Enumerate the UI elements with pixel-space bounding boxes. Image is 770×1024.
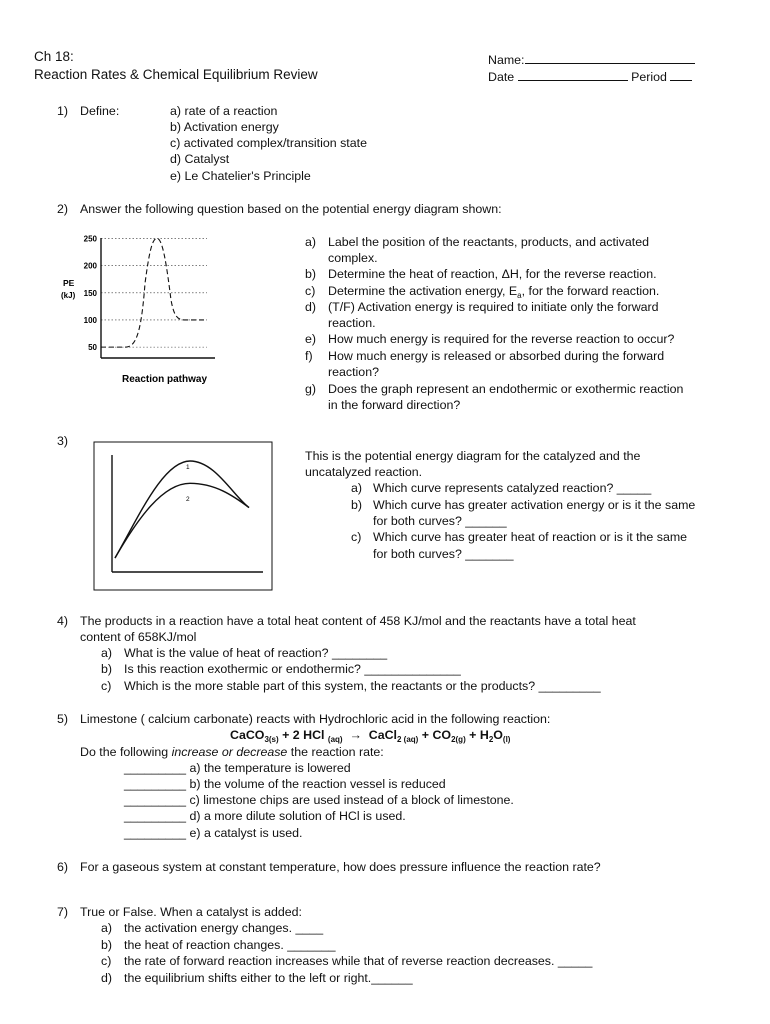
name-field (488, 51, 695, 68)
q4-text: content of 658KJ/mol (80, 630, 197, 644)
q4-item-letter: a) (101, 646, 113, 660)
q3-intro: uncatalyzed reaction. (305, 465, 423, 479)
q7-item-text: the rate of forward reaction increases while that of reverse reaction decreases. _____ (124, 954, 593, 968)
q3-item-text: Which curve has greater activation energy or is it the same (373, 498, 696, 512)
q2-item-text: Does the graph represent an endothermic or exothermic reaction (328, 382, 684, 396)
q7-item-letter: d) (101, 971, 113, 985)
q2-item-letter: d) (305, 300, 317, 314)
q2-item-letter: g) (305, 382, 317, 396)
q3-item-letter: c) (351, 530, 362, 544)
q5-prompt: Limestone ( calcium carbonate) reacts with Hydrochloric acid in the following reaction: (80, 712, 551, 726)
q7-item-letter: a) (101, 921, 113, 935)
pe-ylabel-line2: (kJ) (61, 291, 76, 300)
worksheet-title: Reaction Rates & Chemical Equilibrium Review (34, 67, 318, 82)
reaction-equation: CaCO$_{3(s)}$ + 2 HCl $_{(aq)}$ → CaCl$_{2 (aq)}$ + $CO_{2(g)} + H_2O_{(l)}$ (230, 728, 511, 744)
arrow-icon: → (349, 728, 362, 742)
pe-y-tick-label: 150 (83, 288, 97, 298)
q4-item-letter: c) (101, 679, 112, 693)
q2-item-text: Label the position of the reactants, products, and activated (328, 235, 649, 249)
q5-item: _________ b) the volume of the reaction vessel is reduced (124, 777, 446, 791)
q2-item-text: Determine the heat of reaction, ΔH, for the reverse reaction. (328, 267, 657, 281)
date-period-field (488, 68, 692, 85)
q2-item-text: How much energy is required for the reverse reaction to occur? (328, 332, 675, 346)
q2-item-text: reaction. (328, 316, 376, 330)
q2-item-text: reaction? (328, 365, 379, 379)
q4-text: The products in a reaction have a total heat content of 458 KJ/mol and the reactants have a total heat (80, 614, 636, 628)
q2-item-letter: c) (305, 284, 316, 298)
q1-item: b) Activation energy (170, 120, 279, 134)
q2-item-text: Determine the activation energy, $E_a$, for the forward reaction. (328, 284, 660, 300)
pe-ylabel-line1: PE (63, 278, 75, 288)
pe-diagram (55, 228, 230, 398)
q5-number: 5) (57, 712, 69, 726)
period-blank (670, 68, 692, 81)
period-label: Period (631, 70, 667, 84)
pe-y-tick-label: 100 (83, 315, 97, 325)
q5-item: _________ c) limestone chips are used instead of a block of limestone. (124, 793, 514, 807)
pe-xlabel: Reaction pathway (122, 374, 208, 385)
q7-item-text: the heat of reaction changes. _______ (124, 938, 336, 952)
curve-1-label: 1 (186, 464, 190, 471)
q7-number: 7) (57, 905, 69, 919)
q3-item-text: for both curves? _______ (373, 547, 514, 561)
q1-item: d) Catalyst (170, 152, 230, 166)
q4-number: 4) (57, 614, 69, 628)
chapter-label: Ch 18: (34, 49, 74, 64)
q7-prompt: True or False. When a catalyst is added: (80, 905, 302, 919)
q3-item-text: Which curve has greater heat of reaction or is it the same (373, 530, 688, 544)
curve-1 (115, 461, 249, 558)
q6-number: 6) (57, 860, 69, 874)
q1-item: e) Le Chatelier's Principle (170, 169, 311, 183)
q4-item-letter: b) (101, 662, 113, 676)
q7-item-letter: c) (101, 954, 112, 968)
q1-item: a) rate of a reaction (170, 104, 278, 118)
q5-item: _________ e) a catalyst is used. (124, 826, 303, 840)
q2-prompt: Answer the following question based on the potential energy diagram shown: (80, 202, 502, 216)
pe-y-tick-label: 200 (83, 261, 97, 271)
q4-item-text: What is the value of heat of reaction? ________ (124, 646, 388, 660)
q2-item-text: complex. (328, 251, 378, 265)
pe-y-tick-label: 50 (88, 343, 97, 353)
q5-instruction: Do the following increase or decrease the reaction rate: (80, 745, 384, 759)
q4-item-text: Is this reaction exothermic or endothermic? ______________ (124, 662, 461, 676)
name-label: Name: (488, 53, 525, 67)
q2-item-letter: e) (305, 332, 317, 346)
date-blank (518, 68, 628, 81)
q2-item-letter: a) (305, 235, 317, 249)
q7-item-text: the activation energy changes. ____ (124, 921, 324, 935)
name-blank (525, 51, 695, 64)
q3-number: 3) (57, 434, 69, 448)
date-label: Date (488, 70, 515, 84)
q4-item-text: Which is the more stable part of this system, the reactants or the products? _________ (124, 679, 601, 693)
q3-item-text: for both curves? ______ (373, 514, 507, 528)
q5-item: _________ a) the temperature is lowered (124, 761, 351, 775)
q7-item-text: the equilibrium shifts either to the left or right.______ (124, 971, 413, 985)
curve-2-label: 2 (186, 496, 190, 503)
catalyst-diagram (93, 441, 273, 591)
q1-item: c) activated complex/transition state (170, 136, 367, 150)
q2-item-letter: b) (305, 267, 317, 281)
pe-y-tick-label: 250 (83, 234, 97, 244)
q2-item-letter: f) (305, 349, 313, 363)
q1-number: 1) (57, 104, 69, 118)
q2-number: 2) (57, 202, 69, 216)
q6-text: For a gaseous system at constant temperature, how does pressure influence the reaction rate? (80, 860, 601, 874)
q5-item: _________ d) a more dilute solution of HCl is used. (124, 809, 406, 823)
q7-item-letter: b) (101, 938, 113, 952)
q3-item-text: Which curve represents catalyzed reaction? _____ (373, 481, 652, 495)
q3-item-letter: b) (351, 498, 363, 512)
q2-item-text: How much energy is released or absorbed during the forward (328, 349, 665, 363)
q2-item-text: in the forward direction? (328, 398, 461, 412)
q3-intro: This is the potential energy diagram for the catalyzed and the (305, 449, 641, 463)
q2-item-text: (T/F) Activation energy is required to initiate only the forward (328, 300, 659, 314)
q1-label: Define: (80, 104, 120, 118)
q3-item-letter: a) (351, 481, 363, 495)
